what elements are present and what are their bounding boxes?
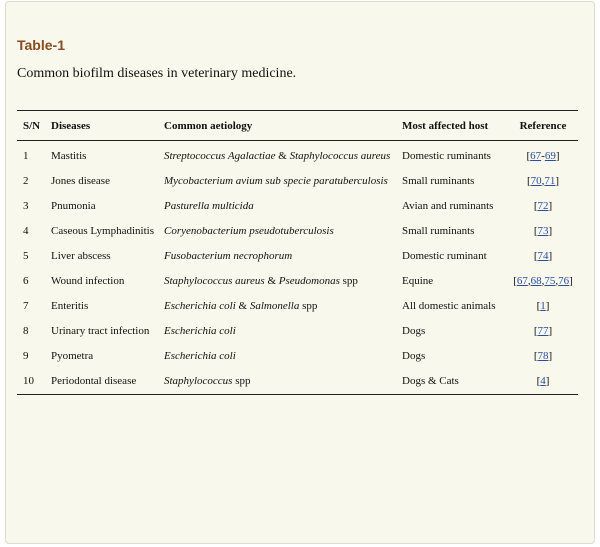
reference-link[interactable]: 73 xyxy=(537,225,549,237)
header-sn: S/N xyxy=(23,120,41,132)
cell-host: Dogs xyxy=(402,350,426,362)
table-row xyxy=(17,344,578,369)
table-row xyxy=(17,219,578,244)
cell-aetiology xyxy=(160,194,398,219)
table-caption: Common biofilm diseases in veterinary medicine. xyxy=(17,66,297,81)
cell-host: Domestic ruminants xyxy=(402,150,491,162)
cell-aetiology xyxy=(160,219,398,244)
table-body xyxy=(17,141,578,395)
reference-link[interactable]: 69 xyxy=(544,150,556,162)
cell-aetiology xyxy=(160,369,398,395)
cell-host: Small ruminants xyxy=(402,225,475,237)
cell-reference: [73] xyxy=(533,225,553,237)
aetiology-segment: Staphylococcus xyxy=(164,375,233,387)
reference-link[interactable]: 78 xyxy=(537,350,549,362)
cell-reference: [78] xyxy=(533,350,553,362)
reference-link[interactable]: 77 xyxy=(537,325,549,337)
reference-link[interactable]: 76 xyxy=(558,275,570,287)
cell-aetiology xyxy=(160,269,398,294)
cell-disease: Caseous Lymphadinitis xyxy=(51,225,154,237)
cell-disease: Jones disease xyxy=(51,175,110,187)
table-row xyxy=(17,244,578,269)
aetiology-segment: Escherichia coli xyxy=(164,325,236,337)
header-reference: Reference xyxy=(519,120,567,132)
cell-disease: Urinary tract infection xyxy=(51,325,150,337)
reference-separator: , xyxy=(555,275,559,287)
cell-aetiology xyxy=(160,244,398,269)
cell-sn: 5 xyxy=(23,250,29,262)
table-row xyxy=(17,369,578,395)
aetiology-segment: Escherichia coli xyxy=(164,300,236,312)
table-label: Table-1 xyxy=(17,37,65,53)
reference-separator: - xyxy=(541,150,545,162)
cell-sn: 8 xyxy=(23,325,29,337)
cell-disease: Liver abscess xyxy=(51,250,111,262)
reference-link[interactable]: 71 xyxy=(544,175,556,187)
table-row xyxy=(17,269,578,294)
reference-link[interactable]: 70 xyxy=(530,175,542,187)
aetiology-segment: & xyxy=(264,275,279,287)
cell-aetiology xyxy=(160,319,398,344)
table-row xyxy=(17,319,578,344)
cell-disease: Wound infection xyxy=(51,275,125,287)
cell-reference: [74] xyxy=(533,250,553,262)
aetiology-segment: Salmonella xyxy=(249,300,300,312)
cell-host: All domestic animals xyxy=(402,300,496,312)
biofilm-diseases-table xyxy=(17,110,578,395)
aetiology-segment: & xyxy=(235,300,250,312)
header-diseases: Diseases xyxy=(51,120,91,132)
cell-sn: 9 xyxy=(23,350,29,362)
cell-sn: 1 xyxy=(23,150,29,162)
cell-host: Dogs & Cats xyxy=(402,375,459,387)
cell-disease: Periodontal disease xyxy=(51,375,137,387)
reference-separator: , xyxy=(527,275,531,287)
cell-disease: Pyometra xyxy=(51,350,94,362)
cell-aetiology xyxy=(160,294,398,319)
cell-host: Avian and ruminants xyxy=(402,200,494,212)
cell-reference: [72] xyxy=(533,200,553,212)
table-row xyxy=(17,141,578,170)
reference-separator: , xyxy=(541,275,545,287)
aetiology-segment: Pasturella multicida xyxy=(164,200,254,212)
cell-reference: [77] xyxy=(533,325,553,337)
aetiology-segment: Fusobacterium necrophorum xyxy=(164,250,293,262)
table-header-row xyxy=(17,111,578,141)
cell-reference: [1] xyxy=(536,300,550,312)
aetiology-segment: Staphylococcus aureus xyxy=(289,150,391,162)
table-row xyxy=(17,294,578,319)
cell-sn: 6 xyxy=(23,275,29,287)
reference-link[interactable]: 75 xyxy=(544,275,556,287)
cell-reference: [4] xyxy=(536,375,550,387)
aetiology-segment: Staphylococcus aureus xyxy=(164,275,265,287)
reference-link[interactable]: 68 xyxy=(530,275,542,287)
cell-sn: 4 xyxy=(23,225,29,237)
cell-reference: [70,71] xyxy=(526,175,560,187)
aetiology-segment: Streptococcus Agalactiae xyxy=(164,150,276,162)
cell-sn: 10 xyxy=(23,375,34,387)
cell-sn: 7 xyxy=(23,300,29,312)
reference-separator: , xyxy=(541,175,545,187)
cell-aetiology xyxy=(160,169,398,194)
cell-disease: Enteritis xyxy=(51,300,89,312)
reference-link[interactable]: 4 xyxy=(540,375,546,387)
cell-sn: 2 xyxy=(23,175,29,187)
aetiology-segment: Mycobacterium avium sub specie paratuberculosis xyxy=(164,175,388,187)
cell-reference: [67-69] xyxy=(526,150,560,162)
aetiology-segment: spp xyxy=(299,300,318,312)
reference-link[interactable]: 1 xyxy=(540,300,546,312)
table-row xyxy=(17,169,578,194)
table-row xyxy=(17,194,578,219)
aetiology-segment: spp xyxy=(232,375,251,387)
reference-link[interactable]: 67 xyxy=(516,275,528,287)
cell-reference: [67,68,75,76] xyxy=(513,275,573,287)
cell-disease: Pnumonia xyxy=(51,200,96,212)
header-host: Most affected host xyxy=(402,120,489,132)
cell-aetiology xyxy=(160,141,398,170)
cell-host: Small ruminants xyxy=(402,175,475,187)
cell-host: Domestic ruminant xyxy=(402,250,487,262)
header-aetiology: Common aetiology xyxy=(164,120,253,132)
aetiology-segment: & xyxy=(275,150,290,162)
reference-link[interactable]: 74 xyxy=(537,250,549,262)
cell-sn: 3 xyxy=(23,200,29,212)
reference-link[interactable]: 67 xyxy=(530,150,542,162)
aetiology-segment: Coryenobacterium pseudotuberculosis xyxy=(164,225,334,237)
cell-host: Dogs xyxy=(402,325,426,337)
cell-disease: Mastitis xyxy=(51,150,87,162)
cell-aetiology xyxy=(160,344,398,369)
aetiology-segment: Escherichia coli xyxy=(164,350,236,362)
reference-link[interactable]: 72 xyxy=(537,200,549,212)
aetiology-segment: Pseudomonas xyxy=(278,275,340,287)
aetiology-segment: spp xyxy=(339,275,358,287)
cell-host: Equine xyxy=(402,275,434,287)
